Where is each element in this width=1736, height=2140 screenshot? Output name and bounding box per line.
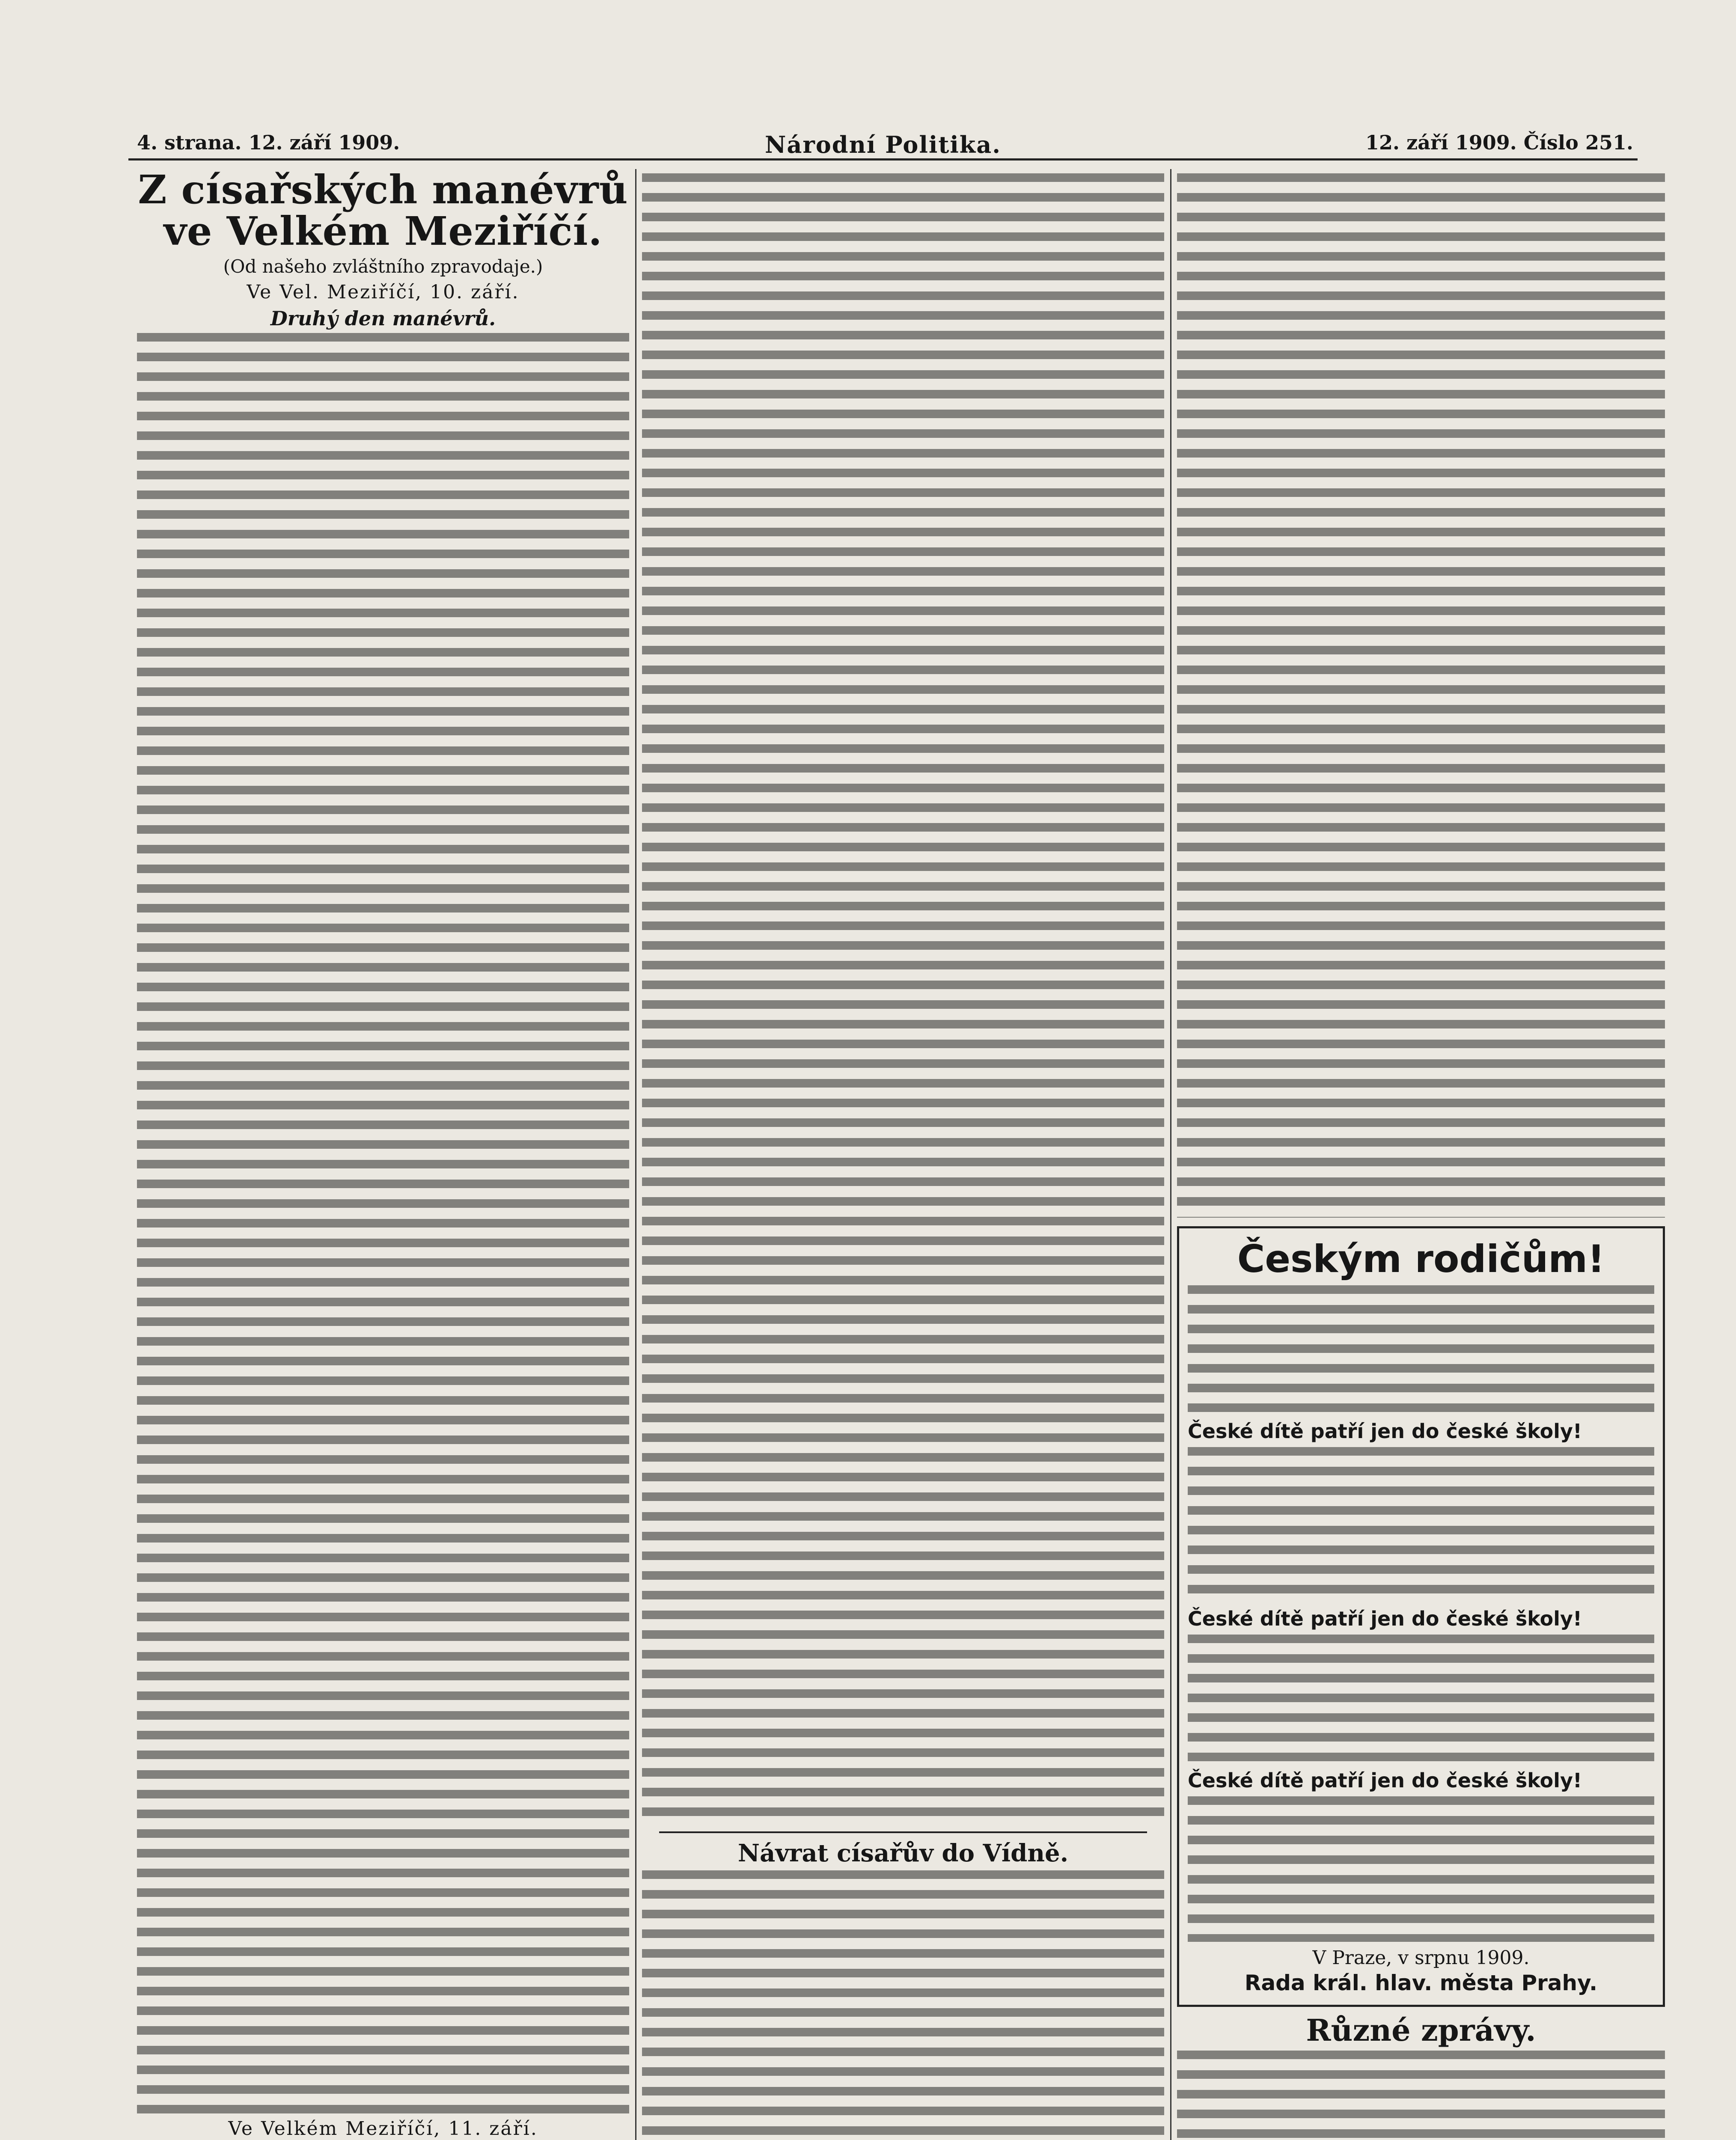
notice-heading: České dítě patří jen do české školy!: [1188, 1607, 1582, 1630]
column-rule: [1170, 169, 1171, 2140]
article-source: (Od našeho zvláštního zpravodaje.): [223, 256, 543, 277]
divider: [659, 1831, 1147, 1833]
article-headline: Z císařských manévrů ve Velkém Meziříčí.: [138, 166, 628, 254]
column-3: [1177, 169, 1665, 2140]
masthead-title: Národní Politika.: [764, 131, 1002, 158]
notice-heading: České dítě patří jen do české školy!: [1188, 1769, 1582, 1792]
article-body-text: [642, 1870, 1164, 2140]
article-body-text: [1177, 2051, 1665, 2140]
article-body-text: [137, 333, 629, 2113]
notice-place-date: V Praze, v srpnu 1909.: [1312, 1947, 1530, 1969]
column-1: [137, 166, 629, 2140]
article-body-text: [1177, 173, 1665, 1218]
notice-body-text: [1188, 1447, 1654, 1601]
notice-body-text: [1188, 1285, 1654, 1414]
column-rule: [635, 169, 636, 2140]
header-left: 4. strana. 12. září 1909.: [137, 131, 400, 154]
column-2: [642, 169, 1164, 2140]
notice-body-text: [1188, 1796, 1654, 1942]
notice-signature: Rada král. hlav. města Prahy.: [1244, 1971, 1598, 1995]
article-body-text: [642, 173, 1164, 1825]
page-header: [128, 128, 1638, 160]
notice-heading: České dítě patří jen do české školy!: [1188, 1420, 1582, 1443]
notice-title: Českým rodičům!: [1237, 1237, 1605, 1281]
header-right: 12. září 1909. Číslo 251.: [1365, 131, 1633, 154]
notice-body-text: [1188, 1635, 1654, 1763]
article-dateline-2: Ve Velkém Meziříčí, 11. září.: [228, 2118, 538, 2140]
section-heading: Různé zprávy.: [1306, 2012, 1536, 2048]
notice-box: [1177, 1226, 1665, 2007]
section-heading: Návrat císařův do Vídně.: [737, 1839, 1069, 1867]
article-dateline: Ve Vel. Meziříčí, 10. září.: [247, 281, 520, 303]
article-subhead: Druhý den manévrů.: [270, 307, 496, 330]
